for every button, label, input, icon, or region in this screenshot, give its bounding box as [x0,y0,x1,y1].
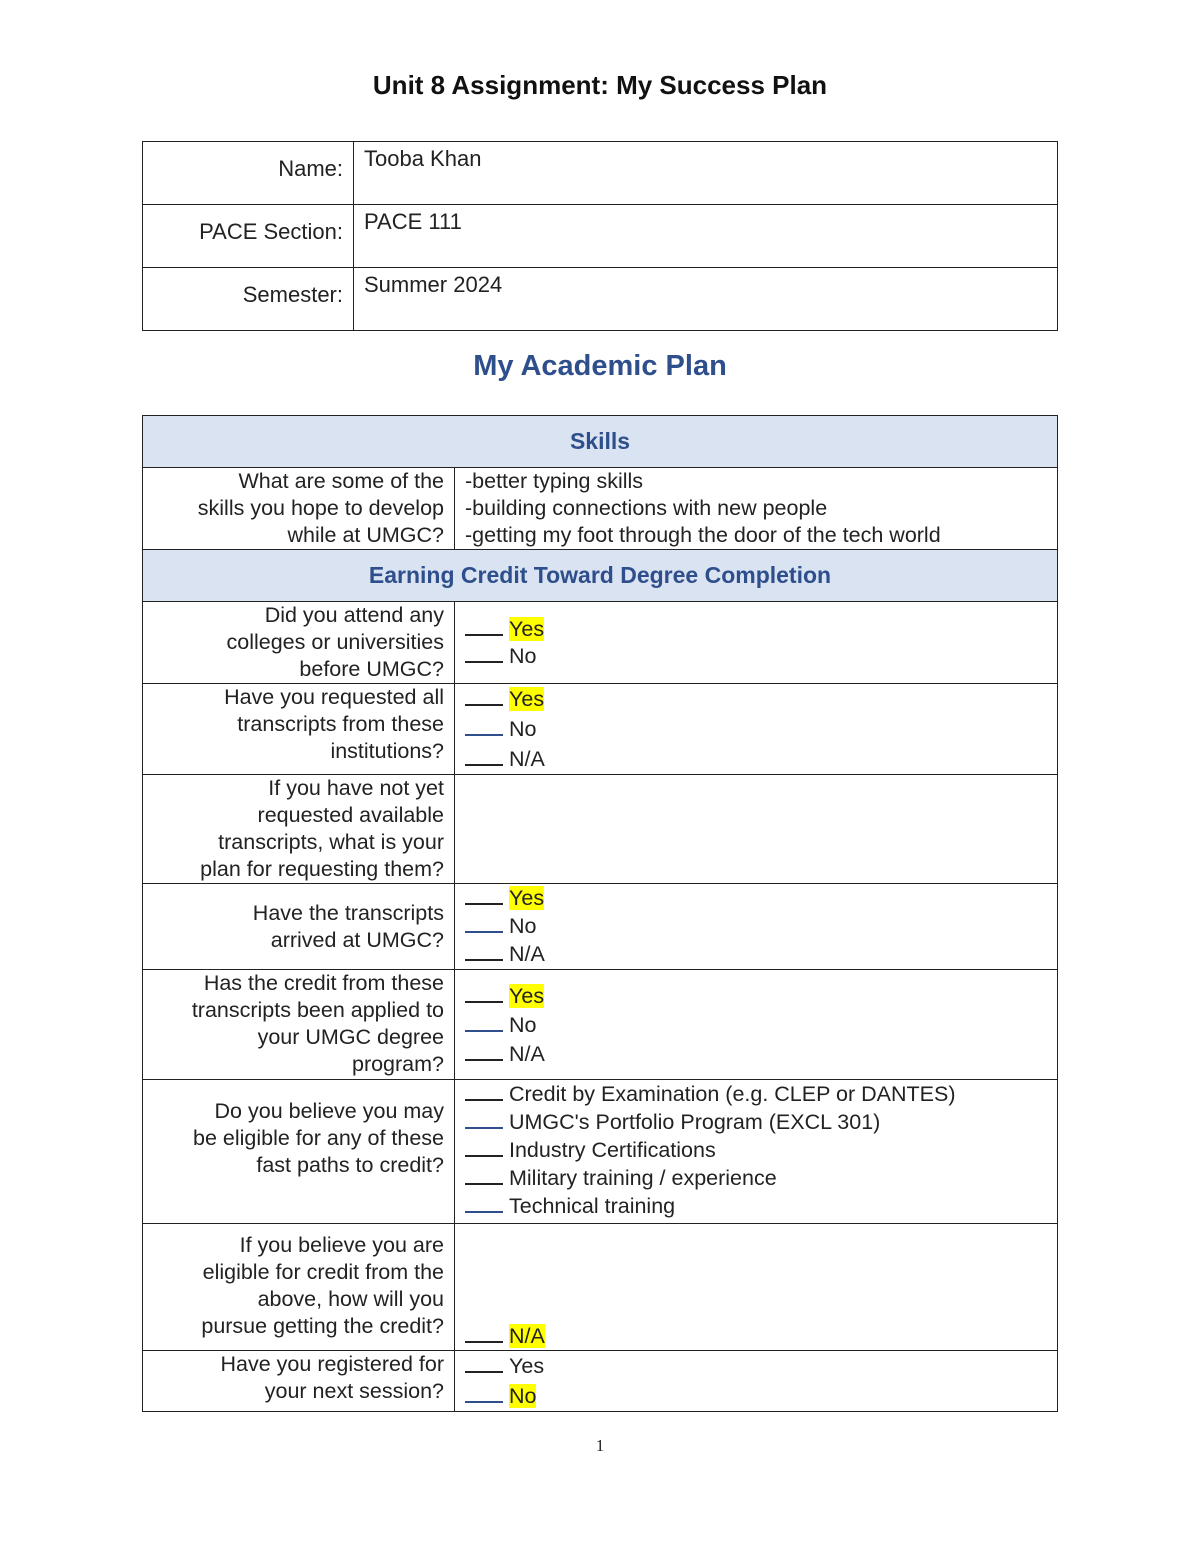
question-line: What are some of the [238,469,444,493]
answer-blank[interactable] [465,1001,503,1003]
q8-option-yes[interactable] [465,1351,1057,1381]
answer-blank[interactable] [465,959,503,961]
student-info-table [142,141,1058,331]
section-value[interactable]: PACE 111 [354,205,1058,268]
answer-blank[interactable] [465,1211,503,1213]
question-line: transcripts, what is your [218,830,444,854]
question-line: be eligible for any of these [193,1126,444,1150]
semester-value[interactable]: Summer 2024 [354,268,1058,331]
question-line: transcripts from these [237,712,444,736]
semester-label: Semester: [143,268,354,331]
answer-blank[interactable] [465,1371,503,1373]
skills-row [143,468,1058,550]
question-line: Do you believe you may [214,1099,444,1123]
question-line: If you have not yet [268,776,444,800]
document-title: Unit 8 Assignment: My Success Plan [372,70,828,100]
answer-blank[interactable] [465,704,503,706]
q5-row [143,970,1058,1080]
skills-header-row [143,416,1058,468]
option-label: UMGC's Portfolio Program (EXCL 301) [509,1110,881,1134]
q2-answer [455,684,1058,775]
option-label: No [509,1013,537,1037]
q4-question [143,884,455,970]
question-line: colleges or universities [226,630,444,654]
option-label: Yes [509,617,545,641]
answer-line: -getting my foot through the door of the tech world [465,523,941,547]
q6-row [143,1080,1058,1224]
section-row [143,205,1058,268]
q7-row [143,1224,1058,1351]
answer-blank[interactable] [465,1155,503,1157]
skills-header: Skills [143,416,1058,468]
question-line: eligible for credit from the [202,1260,444,1284]
answer-line: -better typing skills [465,469,644,493]
option-label: Yes [509,1354,545,1378]
option-label: N/A [509,1324,545,1348]
q4-answer [455,884,1058,970]
q3-question [143,775,455,884]
q6-option-portfolio[interactable] [465,1108,1057,1136]
question-line: while at UMGC? [287,523,444,547]
q4-row [143,884,1058,970]
q7-option-na[interactable] [465,1323,1057,1350]
question-line: If you believe you are [239,1233,444,1257]
section-label: PACE Section: [143,205,354,268]
name-value[interactable]: Tooba Khan [354,142,1058,205]
q8-question [143,1351,455,1412]
semester-row [143,268,1058,331]
answer-blank[interactable] [465,634,503,636]
skills-question [143,468,455,550]
question-line: above, how will you [257,1287,444,1311]
q5-answer [455,970,1058,1080]
q7-question [143,1224,455,1351]
option-label: Yes [509,687,545,711]
answer-blank[interactable] [465,661,503,663]
q1-question [143,602,455,684]
academic-plan-table [142,415,1058,1412]
option-label: Credit by Examination (e.g. CLEP or DANTES) [509,1082,956,1106]
answer-line: -building connections with new people [465,496,828,520]
q6-option-clep[interactable] [465,1080,1057,1108]
page-number: 1 [595,1436,605,1455]
answer-blank[interactable] [465,764,503,766]
option-label: No [509,717,537,741]
q1-answer [455,602,1058,684]
question-line: Have you registered for [220,1352,444,1376]
question-line: Have you requested all [224,685,444,709]
q6-option-certifications[interactable] [465,1136,1057,1164]
q2-question [143,684,455,775]
answer-blank[interactable] [465,1401,503,1403]
q4-option-no[interactable] [465,912,1057,940]
option-label: N/A [509,942,545,966]
question-line: before UMGC? [299,657,444,681]
question-line: your UMGC degree [257,1025,444,1049]
answer-blank[interactable] [465,734,503,736]
question-line: Has the credit from these [203,971,444,995]
option-label: Industry Certifications [509,1138,716,1162]
option-label: No [509,644,537,668]
option-label: No [509,1384,537,1408]
option-label: Technical training [509,1194,676,1218]
answer-blank[interactable] [465,903,503,905]
q5-option-na[interactable] [465,1040,1057,1069]
option-label: Yes [509,984,545,1008]
q8-answer [455,1351,1058,1412]
q6-answer [455,1080,1058,1224]
q2-option-yes[interactable] [465,684,1057,714]
option-label: Yes [509,886,545,910]
question-line: requested available [257,803,444,827]
answer-blank[interactable] [465,1030,503,1032]
name-row [143,142,1058,205]
question-line: Have the transcripts [252,901,444,925]
question-line: transcripts been applied to [191,998,444,1022]
option-label: Military training / experience [509,1166,777,1190]
question-line: arrived at UMGC? [270,928,444,952]
q2-option-no[interactable] [465,714,1057,744]
question-line: program? [351,1052,444,1076]
answer-blank[interactable] [465,1183,503,1185]
question-line: plan for requesting them? [200,857,444,881]
q5-option-yes[interactable] [465,982,1057,1011]
q3-row [143,775,1058,884]
option-label: N/A [509,747,545,771]
q1-option-no[interactable] [465,643,1057,670]
question-line: Did you attend any [264,603,444,627]
q2-option-na[interactable] [465,744,1057,774]
q1-row [143,602,1058,684]
question-line: institutions? [330,739,444,763]
q6-question [143,1080,455,1224]
question-line: pursue getting the credit? [201,1314,444,1338]
skills-answer[interactable] [455,468,1058,550]
option-label: N/A [509,1042,545,1066]
q8-row [143,1351,1058,1412]
q5-option-no[interactable] [465,1011,1057,1040]
credit-header-row [143,550,1058,602]
answer-blank[interactable] [465,1099,503,1101]
name-label: Name: [143,142,354,205]
academic-plan-heading: My Academic Plan [473,350,727,382]
q4-option-na[interactable] [465,940,1057,968]
q1-option-yes[interactable] [465,616,1057,643]
q6-option-technical[interactable] [465,1192,1057,1220]
q3-answer[interactable] [455,775,1058,884]
q4-option-yes[interactable] [465,884,1057,912]
question-line: your next session? [264,1379,444,1403]
q2-row [143,684,1058,775]
question-line: skills you hope to develop [197,496,444,520]
q8-option-no[interactable] [465,1381,1057,1411]
answer-blank[interactable] [465,1059,503,1061]
credit-header: Earning Credit Toward Degree Completion [143,550,1058,602]
q7-answer [455,1224,1058,1351]
answer-blank[interactable] [465,931,503,933]
q6-option-military[interactable] [465,1164,1057,1192]
answer-blank[interactable] [465,1127,503,1129]
option-label: No [509,914,537,938]
q5-question [143,970,455,1080]
answer-blank[interactable] [465,1341,503,1343]
question-line: fast paths to credit? [256,1153,444,1177]
